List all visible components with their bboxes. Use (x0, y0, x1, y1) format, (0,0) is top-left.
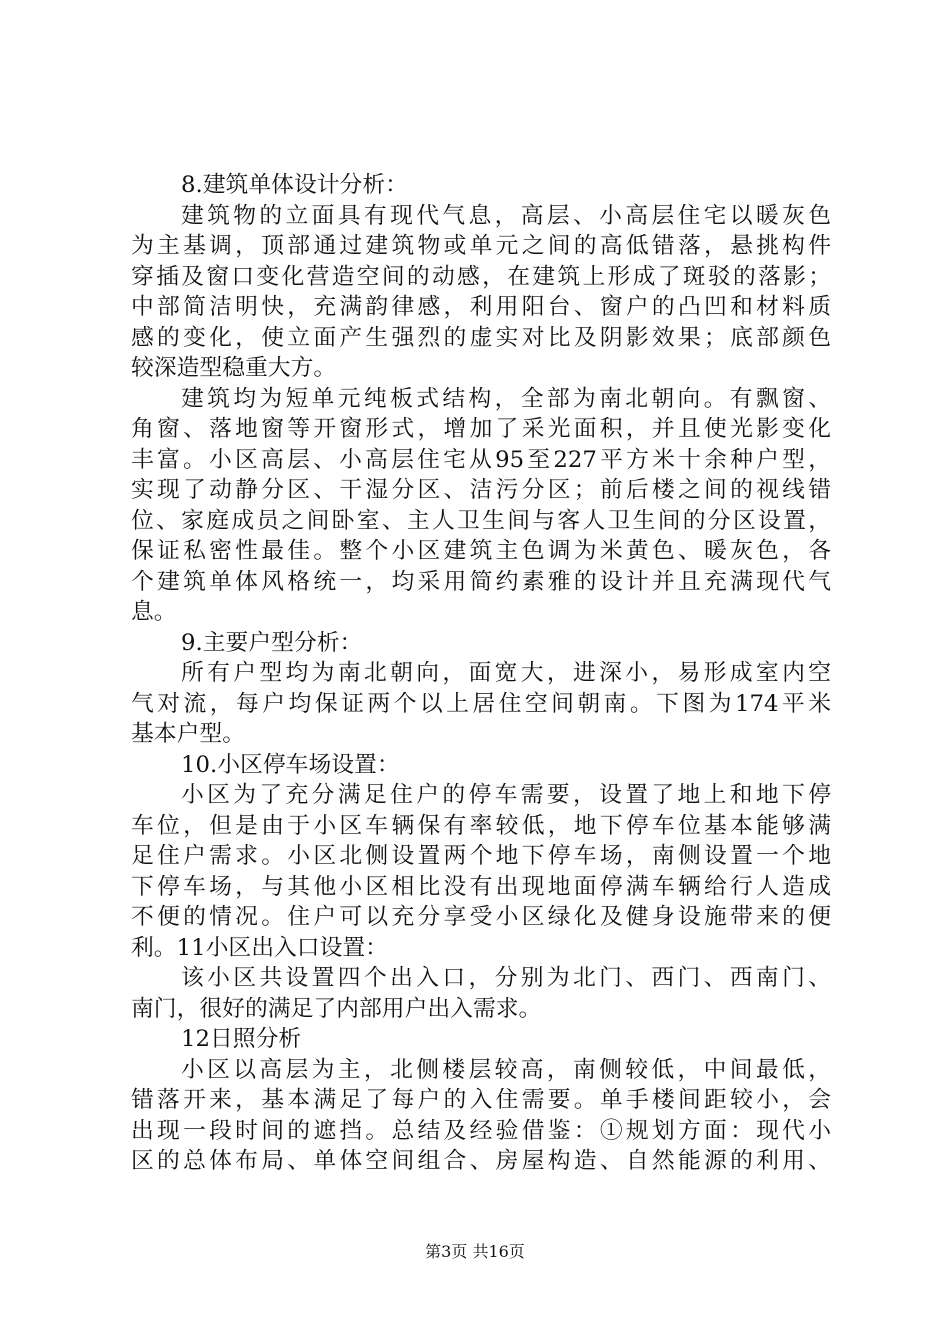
paragraph-line: 中部简洁明快，充满韵律感，利用阳台、窗户的凸凹和材料质 (131, 294, 831, 320)
paragraph-line: 丰富。小区高层、小高层住宅从95至227平方米十余种户型， (131, 446, 831, 473)
paragraph-line: 区的总体布局、单体空间组合、房屋构造、自然能源的利用、 (131, 1148, 831, 1174)
paragraph-line: 息。 (131, 599, 177, 625)
paragraph-line: 感的变化，使立面产生强烈的虚实对比及阴影效果；底部颜色 (131, 324, 831, 351)
paragraph-line: 穿插及窗口变化营造空间的动感，在建筑上形成了斑驳的落影； (131, 263, 831, 290)
document-body (131, 170, 831, 1177)
paragraph-line: 基本户型。 (131, 721, 245, 747)
paragraph-line: 足住户需求。小区北侧设置两个地下停车场，南侧设置一个地 (131, 843, 831, 869)
page-footer: 第3页 共16页 (425, 1242, 525, 1261)
section-heading-12: 12日照分析 (181, 1026, 302, 1052)
paragraph-line: 错落开来，基本满足了每户的入住需要。单手楼间距较小，会 (131, 1087, 831, 1113)
paragraph-line: 所有户型均为南北朝向，面宽大，进深小，易形成室内空 (181, 660, 831, 686)
paragraph-line: 下停车场，与其他小区相比没有出现地面停满车辆给行人造成 (131, 873, 831, 900)
paragraph-line: 个建筑单体风格统一，均采用简约素雅的设计并且充满现代气 (131, 568, 831, 595)
paragraph-line: 出现一段时间的遮挡。总结及经验借鉴：①规划方面：现代小 (131, 1117, 831, 1144)
paragraph-line: 小区以高层为主，北侧楼层较高，南侧较低，中间最低， (181, 1056, 831, 1083)
paragraph-line: 南门，很好的满足了内部用户出入需求。 (131, 995, 542, 1022)
paragraph-line: 该小区共设置四个出入口，分别为北门、西门、西南门、 (181, 965, 831, 991)
paragraph-line: 不便的情况。住户可以充分享受小区绿化及健身设施带来的便 (131, 904, 831, 930)
paragraph-line: 车位，但是由于小区车辆保有率较低，地下停车位基本能够满 (131, 812, 831, 839)
paragraph-line: 实现了动静分区、干湿分区、洁污分区；前后楼之间的视线错 (131, 477, 831, 503)
paragraph-line: 角窗、落地窗等开窗形式，增加了采光面积，并且使光影变化 (131, 416, 831, 442)
section-heading-10: 10.小区停车场设置： (181, 751, 400, 778)
section-heading-8: 8.建筑单体设计分析： (181, 172, 408, 198)
paragraph-line: 为主基调，顶部通过建筑物或单元之间的高低错落，悬挑构件 (131, 233, 831, 259)
paragraph-line: 建筑物的立面具有现代气息，高层、小高层住宅以暖灰色 (181, 202, 831, 229)
paragraph-line: 位、家庭成员之间卧室、主人卫生间与客人卫生间的分区设置， (131, 507, 831, 534)
paragraph-line: 较深造型稳重大方。 (131, 355, 337, 381)
paragraph-line: 气对流，每户均保证两个以上居住空间朝南。下图为174平米 (131, 690, 831, 717)
section-heading-9: 9.主要户型分析： (181, 629, 363, 656)
paragraph-line: 保证私密性最佳。整个小区建筑主色调为米黄色、暖灰色，各 (131, 538, 831, 564)
paragraph-line: 建筑均为短单元纯板式结构，全部为南北朝向。有飘窗、 (181, 385, 831, 412)
paragraph-line: 小区为了充分满足住户的停车需要，设置了地上和地下停 (181, 782, 831, 808)
paragraph-line: 利。11小区出入口设置： (131, 934, 388, 961)
